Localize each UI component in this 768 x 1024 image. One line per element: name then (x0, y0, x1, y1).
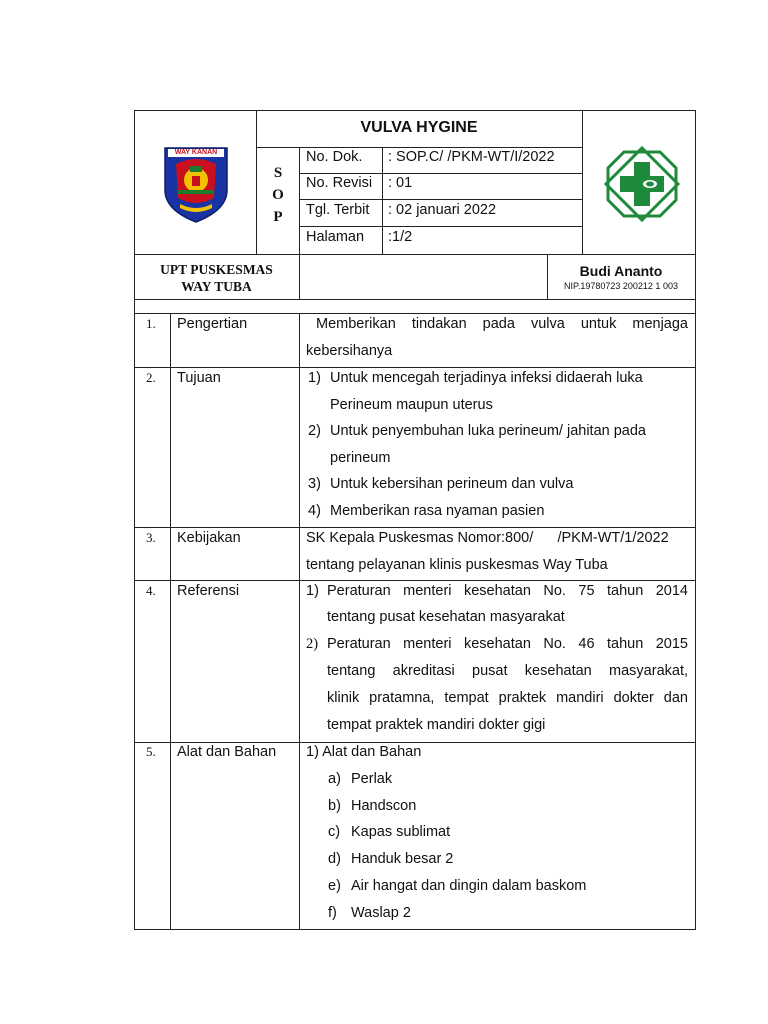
doc-field-value: : SOP.C/ /PKM-WT/I/2022 (388, 149, 555, 165)
list-marker: c) (328, 824, 341, 840)
list-marker: e) (328, 878, 341, 894)
doc-field-value: : 02 januari 2022 (388, 202, 497, 218)
section-label: Pengertian (177, 316, 248, 332)
doc-field-value: : 01 (388, 175, 413, 191)
institution-name: UPT PUSKESMAS (160, 262, 273, 277)
list-marker: b) (328, 798, 341, 814)
list-marker: d) (328, 851, 341, 867)
list-item-line: Peraturan menteri kesehatan No. 46 tahun 2015 (327, 636, 688, 652)
list-item-line: tentang akreditasi pusat kesehatan masyarakat, (327, 663, 688, 679)
list-item-line: Perineum maupun uterus (330, 397, 493, 413)
sop-letter-o: O (272, 187, 284, 203)
list-item-line: Handuk besar 2 (351, 851, 454, 867)
section-text-line: kebersihanya (306, 343, 393, 359)
doc-field-value: :1/2 (388, 229, 413, 245)
list-item-line: Untuk kebersihan perineum dan vulva (330, 476, 574, 492)
section-label: Tujuan (177, 370, 221, 386)
doc-field-label: No. Dok. (306, 149, 363, 165)
list-marker: 3) (308, 476, 321, 492)
section-label: Kebijakan (177, 530, 241, 546)
section-label: Referensi (177, 583, 240, 599)
sub-heading: 1) Alat dan Bahan (306, 744, 422, 760)
list-marker: f) (328, 905, 337, 921)
sop-letter-s: S (273, 165, 283, 181)
list-item-line: klinik pratamna, tempat praktek mandiri dokter dan (327, 690, 688, 706)
list-item-line: Perlak (351, 771, 393, 787)
list-item-line: tentang pusat kesehatan masyarakat (327, 609, 565, 625)
section-text-line: tentang pelayanan klinis puskesmas Way Tuba (306, 557, 608, 573)
page-title: VULVA HYGINE (360, 119, 478, 136)
list-marker: 2) (306, 636, 319, 652)
way-kanan-logo (162, 146, 230, 224)
list-item-line: perineum (330, 450, 391, 466)
list-marker: 1) (308, 370, 321, 386)
doc-field-label: No. Revisi (306, 175, 373, 191)
doc-field-label: Tgl. Terbit (306, 202, 370, 218)
institution-name: WAY TUBA (181, 279, 252, 294)
list-item-line: Peraturan menteri kesehatan No. 75 tahun 2014 (327, 583, 688, 599)
list-marker: a) (328, 771, 341, 787)
signer-name: Budi Ananto (579, 263, 663, 279)
section-text-line: Memberikan tindakan pada vulva untuk menjaga (316, 316, 688, 332)
signer-nip: NIP.19780723 200212 1 003 (564, 281, 678, 291)
list-item-line: Untuk mencegah terjadinya infeksi didaerah luka (330, 370, 643, 386)
section-number: 5. (146, 744, 156, 759)
list-item-line: Air hangat dan dingin dalam baskom (351, 878, 587, 894)
section-number: 3. (146, 530, 156, 545)
doc-field-label: Halaman (306, 229, 365, 245)
section-number: 1. (146, 316, 156, 331)
section-text-line: SK Kepala Puskesmas Nomor:800/ /PKM-WT/1/2022 (306, 530, 669, 546)
list-item-line: Memberikan rasa nyaman pasien (330, 503, 545, 519)
section-number: 2. (146, 370, 156, 385)
list-item-line: Waslap 2 (351, 905, 411, 921)
section-label: Alat dan Bahan (177, 744, 277, 760)
list-item-line: Kapas sublimat (351, 824, 451, 840)
list-marker: 1) (306, 583, 319, 599)
puskesmas-logo-icon (604, 146, 680, 222)
section-number: 4. (146, 583, 156, 598)
sop-letter-p: P (273, 209, 283, 225)
list-item-line: Handscon (351, 798, 417, 814)
list-item-line: tempat praktek mandiri dokter gigi (327, 717, 546, 733)
list-item-line: Untuk penyembuhan luka perineum/ jahitan pada (330, 423, 646, 439)
list-marker: 4) (308, 503, 321, 519)
logo-banner-text: WAY KANAN (174, 149, 218, 156)
list-marker: 2) (308, 423, 321, 439)
